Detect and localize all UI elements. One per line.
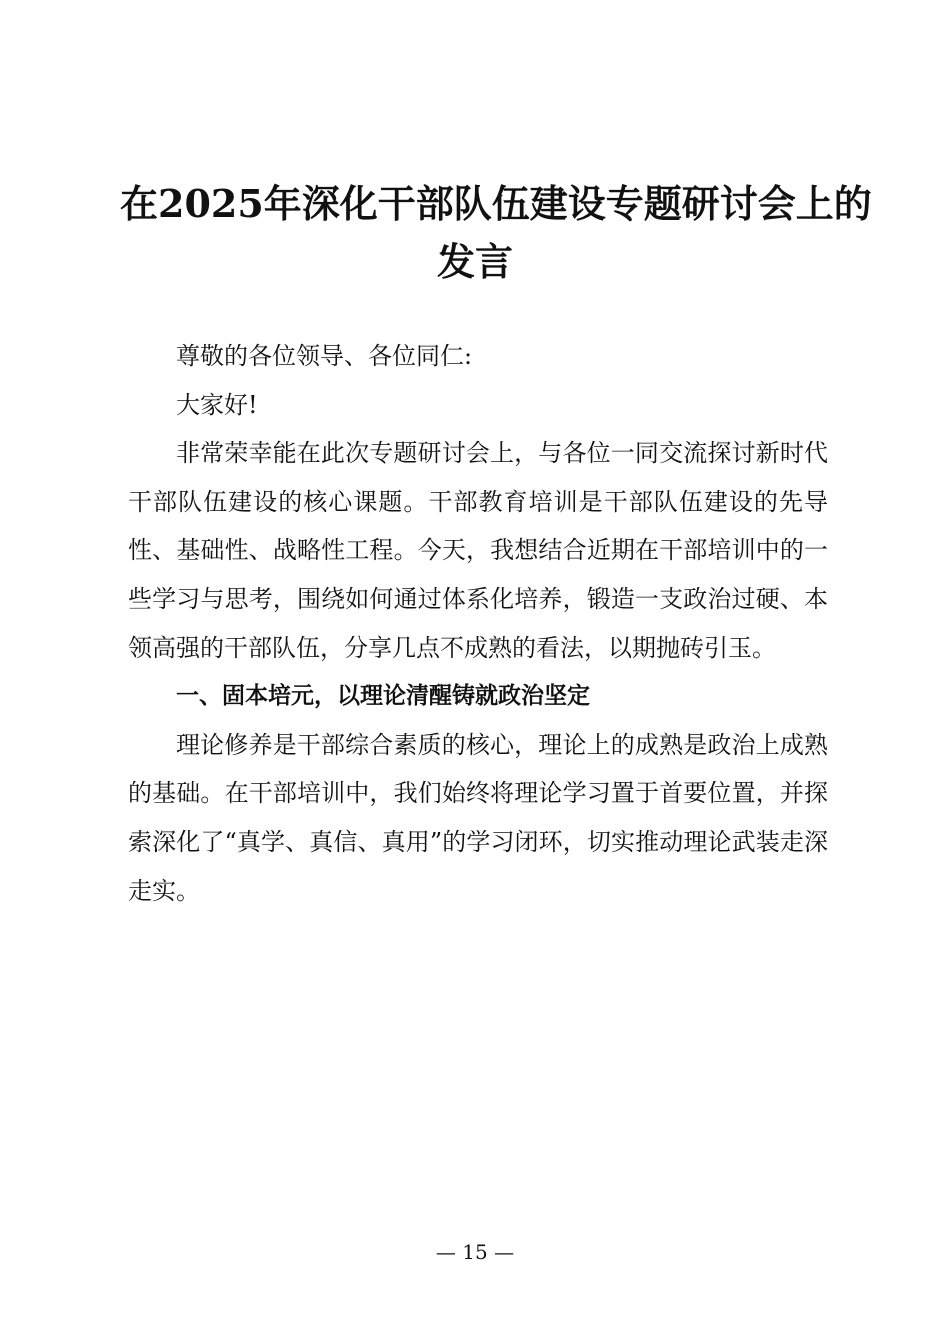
intro-paragraph: 非常荣幸能在此次专题研讨会上，与各位一同交流探讨新时代干部队伍建设的核心课题。干部教育培训是干部队伍建设的先导性、基础性、战略性工程。今天，我想结合近期在干部培训中的一些学习与思考，围绕如何通过体系化培养，锻造一支政治过硬、本领高强的干部队伍，分享几点不成熟的看法，以期抛砖引玉。 xyxy=(128,439,828,662)
title-line-2: 发言 xyxy=(436,239,513,284)
section-heading: 一、固本培元，以理论清醒铸就政治坚定 xyxy=(176,683,590,710)
page-number: — 15 — xyxy=(435,1240,515,1264)
greeting: 大家好! xyxy=(176,390,258,419)
section-paragraph: 理论修养是干部综合素质的核心，理论上的成熟是政治上成熟的基础。在干部培训中，我们始终将理论学习置于首要位置，并探索深化了“真学、真信、真用”的学习闭环，切实推动理论武装走深走实。 xyxy=(128,730,828,905)
document-body xyxy=(128,332,828,915)
title-line-1: 在2025年深化干部队伍建设专题研讨会上的 xyxy=(120,181,872,226)
salutation: 尊敬的各位领导、各位同仁: xyxy=(176,342,473,370)
document-title xyxy=(120,175,872,291)
